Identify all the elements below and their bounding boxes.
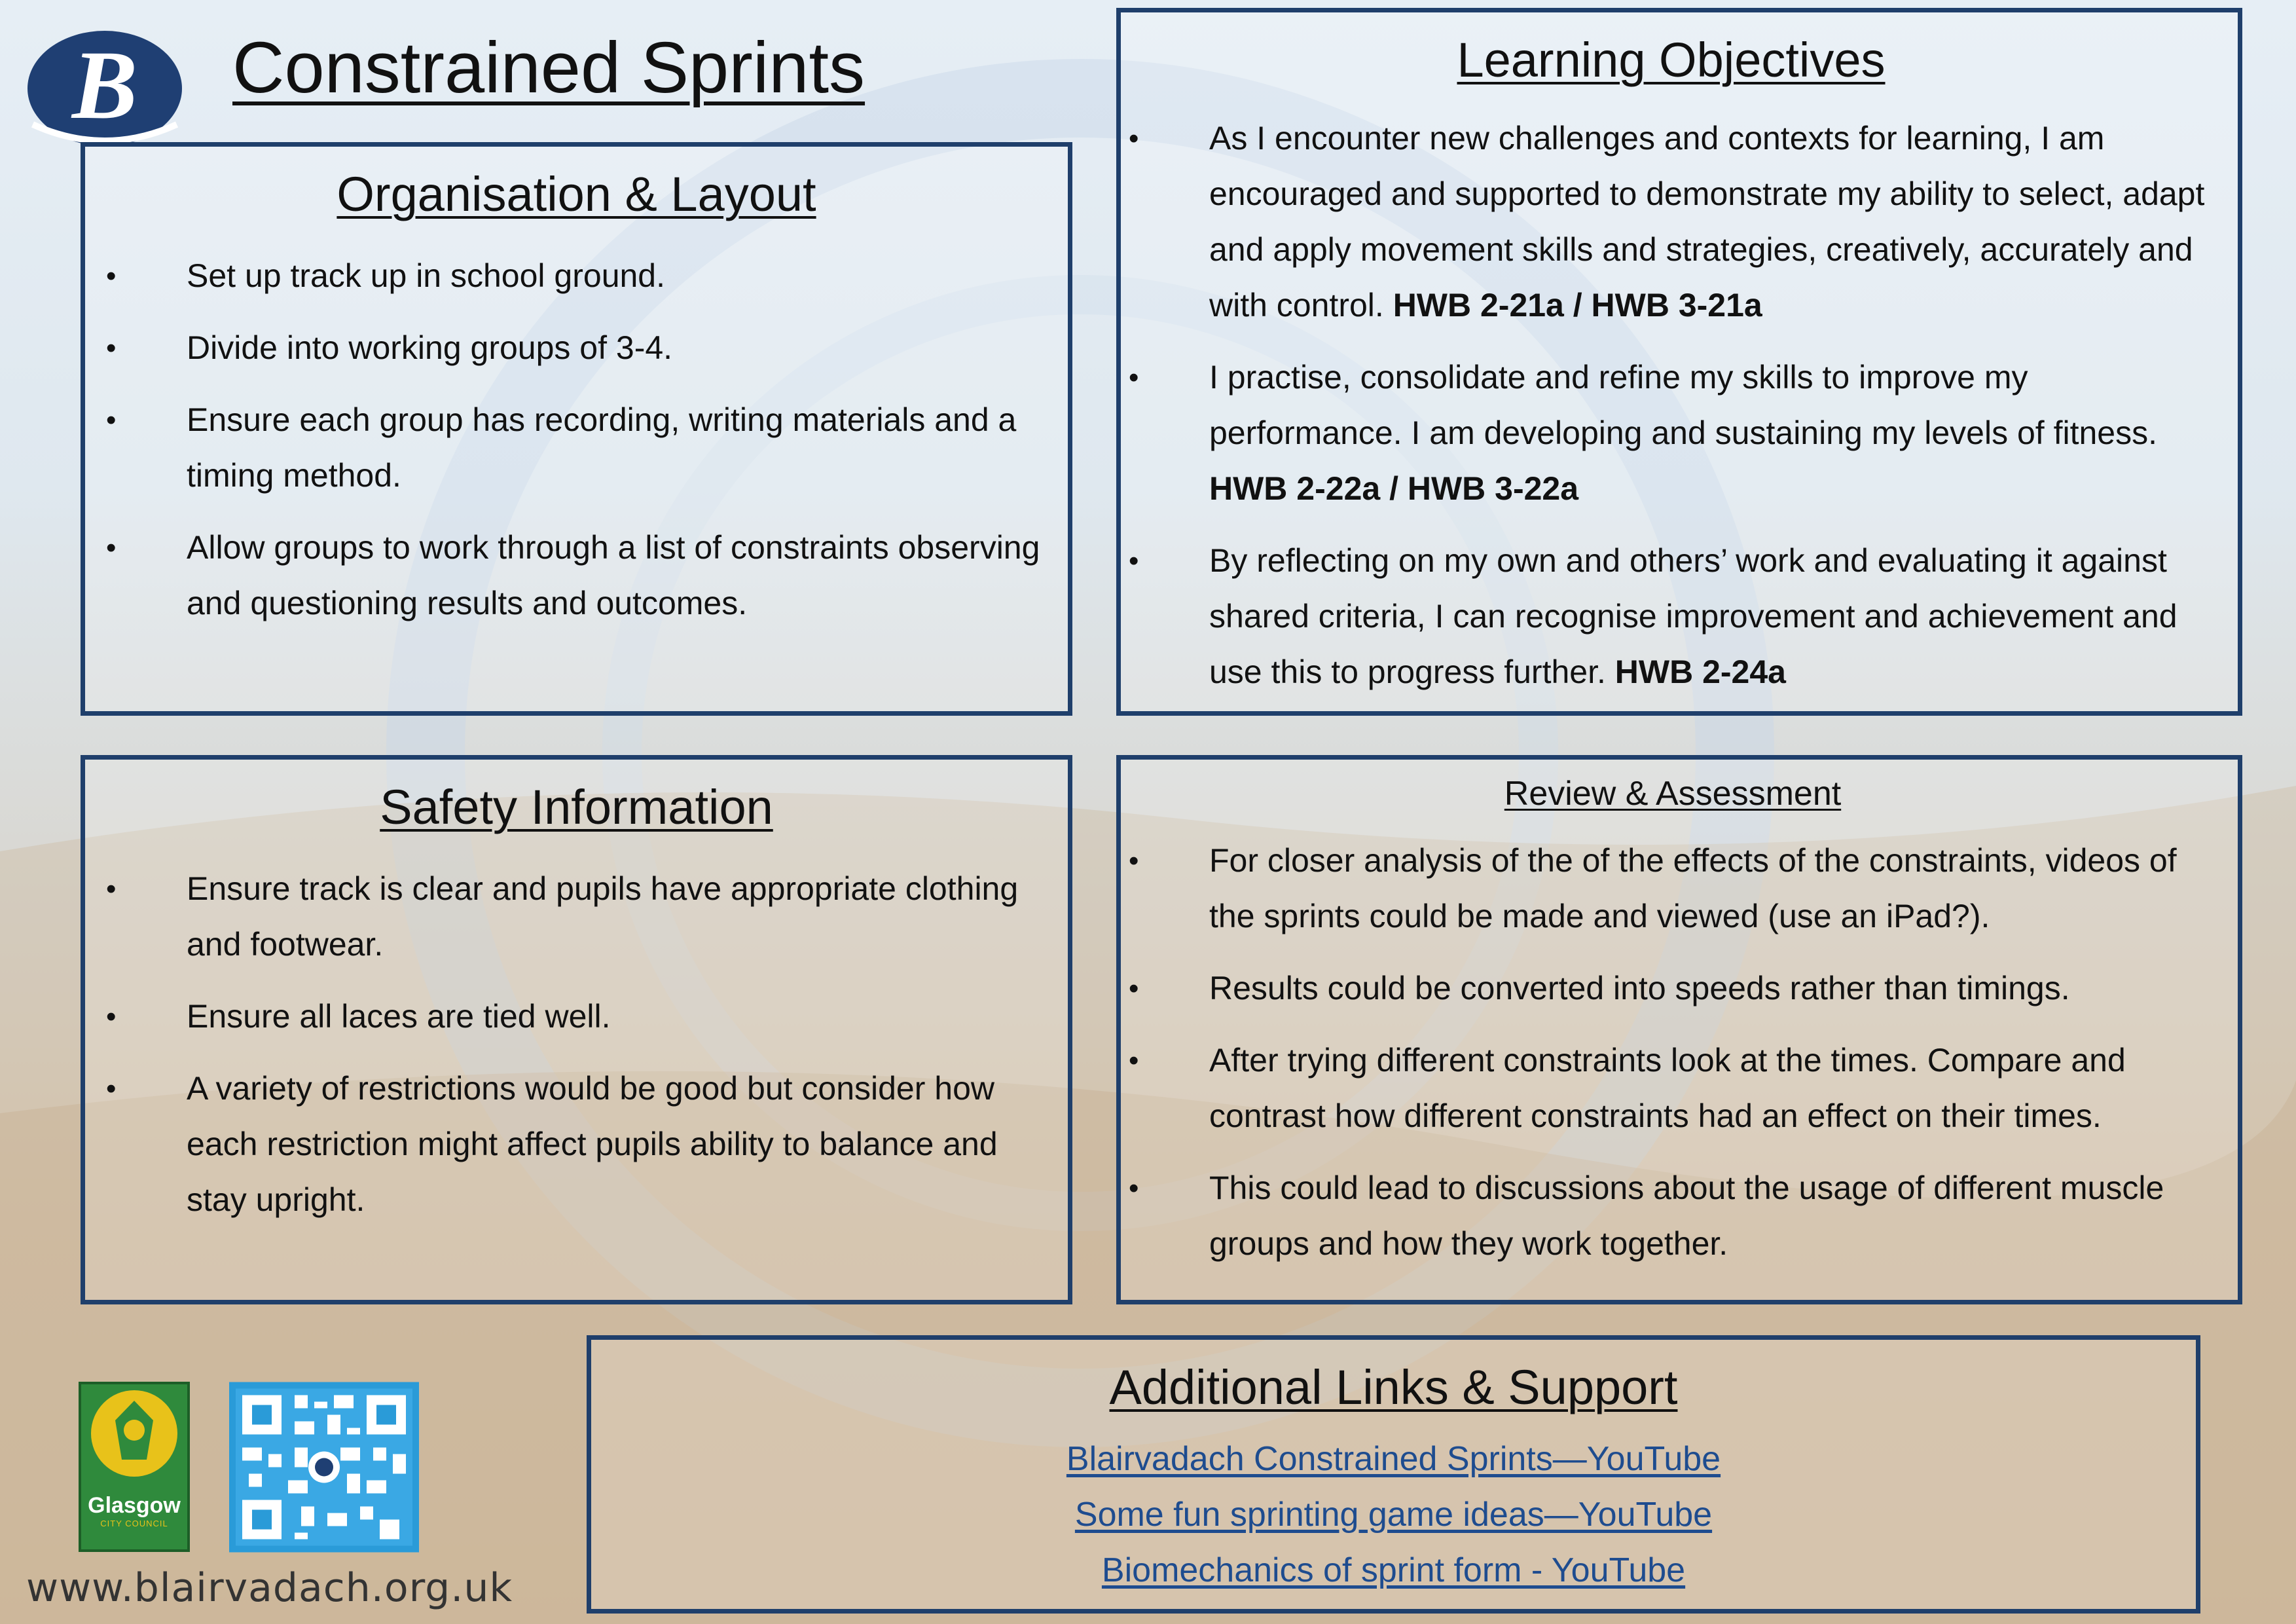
- organisation-panel: [81, 142, 1072, 716]
- link-constrained-sprints[interactable]: Blairvadach Constrained Sprints—YouTube: [1066, 1440, 1721, 1478]
- crest-shield-icon: [81, 1384, 187, 1489]
- review-title: Review & Assessment: [1504, 775, 1842, 813]
- list-item: • By reflecting on my own and others’ work and evaluating it against shared criteria, I can recognise improvement and achievement and use this to progress further. HWB 2-24a: [1121, 533, 2221, 700]
- organisation-list: [98, 248, 1055, 631]
- list-item: • I practise, consolidate and refine my skills to improve my performance. I am developing and sustaining my levels of fitness. HWB 2-22a / HWB 3-22a: [1121, 350, 2221, 517]
- links-panel: [587, 1335, 2200, 1614]
- safety-panel: [81, 755, 1072, 1304]
- qr-code-icon[interactable]: [229, 1380, 419, 1554]
- curriculum-code: HWB 2-22a / HWB 3-22a: [1209, 470, 1579, 507]
- list-item: • After trying different constraints look at the times. Compare and contrast how different constraints had an effect on their times.: [1121, 1033, 2225, 1144]
- list-item: • Divide into working groups of 3-4.: [98, 320, 1055, 376]
- safety-title: Safety Information: [380, 780, 773, 834]
- list-item: • As I encounter new challenges and contexts for learning, I am encouraged and supported to demonstrate my ability to select, adapt and apply movement skills and strategies, creatively, accurately and with control. HWB 2-21a / HWB 3-21a: [1121, 111, 2221, 333]
- glasgow-crest: [79, 1382, 190, 1552]
- links-title: Additional Links & Support: [1109, 1360, 1678, 1414]
- objectives-panel: [1116, 8, 2242, 716]
- list-item: • For closer analysis of the of the effects of the constraints, videos of the sprints could be made and viewed (use an iPad?).: [1121, 833, 2225, 944]
- list-item: • Ensure track is clear and pupils have appropriate clothing and footwear.: [98, 861, 1055, 972]
- list-item: • Allow groups to work through a list of constraints observing and questioning results and outcomes.: [98, 520, 1055, 631]
- link-sprinting-games[interactable]: Some fun sprinting game ideas—YouTube: [1074, 1496, 1713, 1534]
- curriculum-code: HWB 2-24a: [1614, 654, 1786, 690]
- curriculum-code: HWB 2-21a / HWB 3-21a: [1393, 287, 1762, 323]
- logo-letter: B: [71, 31, 138, 139]
- list-item: • This could lead to discussions about the usage of different muscle groups and how they work together.: [1121, 1160, 2225, 1272]
- website-url: www.blairvadach.org.uk: [26, 1565, 513, 1611]
- objectives-list: [1121, 111, 2221, 700]
- list-item: • Ensure each group has recording, writing materials and a timing method.: [98, 392, 1055, 504]
- objectives-title: Learning Objectives: [1457, 33, 1886, 87]
- crest-name: Glasgow: [88, 1493, 181, 1518]
- organisation-title: Organisation & Layout: [337, 167, 816, 221]
- list-item: • Results could be converted into speeds rather than timings.: [1121, 961, 2225, 1016]
- safety-list: [98, 861, 1055, 1228]
- crest-sub: CITY COUNCIL: [100, 1519, 168, 1528]
- review-panel: [1116, 755, 2242, 1304]
- links-list: [591, 1431, 2196, 1598]
- list-item: • A variety of restrictions would be good but consider how each restriction might affect pupils ability to balance and stay upright.: [98, 1061, 1055, 1228]
- list-item: • Set up track up in school ground.: [98, 248, 1055, 304]
- list-item: • Ensure all laces are tied well.: [98, 989, 1055, 1044]
- school-logo: [26, 26, 183, 157]
- review-list: [1121, 833, 2225, 1272]
- page-title: Constrained Sprints: [232, 28, 866, 108]
- link-biomechanics[interactable]: Biomechanics of sprint form - YouTube: [1101, 1551, 1686, 1589]
